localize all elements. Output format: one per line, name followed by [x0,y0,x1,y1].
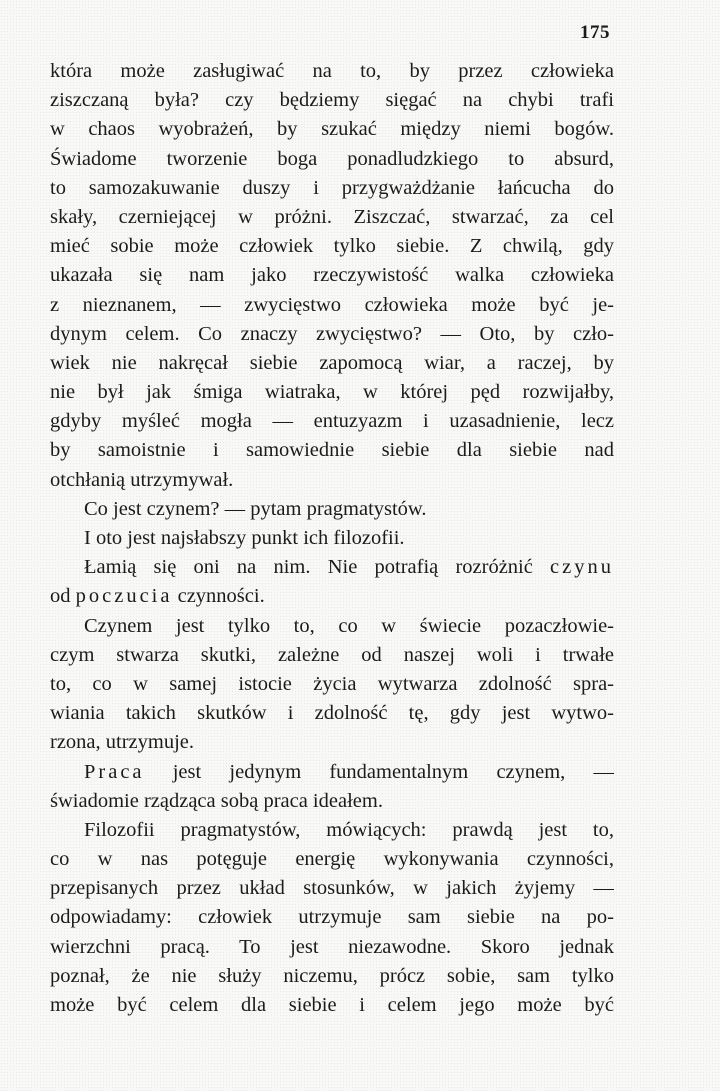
spaced-emphasis: czynu [550,556,614,579]
body-text [50,57,614,1020]
text-line: I oto jest najsłabszy punkt ich filozofii. [84,527,405,549]
text-line: Co jest czynem? — pytam pragmatystów. [84,497,427,520]
spaced-emphasis: poczucia [75,585,173,608]
text-segment: Łamią się oni na nim. Nie potrafią rozróżnić [84,556,533,579]
text-line: gdyby myśleć mogła — entuzyazm i uzasadnienie, lecz [50,410,614,433]
text-line: z nieznanem, — zwycięstwo człowieka może być je- [50,293,614,316]
text-line: może być celem dla siebie i celem jego może być [50,994,614,1016]
text-line: to samozakuwanie duszy i przygważdżanie łańcucha do [50,176,614,199]
text-segment: czynności. [177,585,265,608]
text-line: mieć sobie może człowiek tylko siebie. Z chwilą, gdy [50,235,614,258]
page-number: 175 [580,22,610,43]
text-line: otchłanią utrzymywał. [50,468,234,491]
text-line: wierzchni pracą. To jest niezawodne. Skoro jednak [50,935,614,958]
text-line: rzona, utrzymuje. [50,731,195,754]
text-line: by samoistnie i samowiednie siebie dla siebie nad [50,439,614,462]
text-line: to, co w samej istocie życia wytwarza zdolność spra- [50,672,614,695]
text-line: odpowiadamy: człowiek utrzymuje sam siebie na po- [50,906,614,929]
text-line: Filozofii pragmatystów, mówiących: prawdą jest to, [84,818,614,841]
text-line: Świadome tworzenie boga ponadludzkiego to absurd, [50,147,614,170]
text-segment: jest jedynym fundamentalnym czynem, — [172,760,614,783]
text-line: poznał, że nie służy niczemu, prócz sobie, sam tylko [50,964,614,987]
text-line: ziszczaną była? czy będziemy sięgać na chybi trafi [50,89,614,112]
text-segment: od [50,585,71,608]
text-line [50,758,614,787]
text-line: co w nas potęguje energię wykonywania czynności, [50,848,614,871]
text-line: w chaos wyobrażeń, by szukać między niemi bogów. [50,118,614,141]
text-line [50,582,614,611]
text-line: która może zasługiwać na to, by przez człowieka [50,60,614,82]
spaced-emphasis: Praca [84,760,145,783]
text-line: Czynem jest tylko to, co w świecie pozaczłowie- [84,614,614,637]
text-line: ukazała się nam jako rzeczywistość walka człowieka [50,264,614,287]
text-line: świadomie rządząca sobą praca ideałem. [50,789,383,812]
text-line [50,553,614,582]
text-line: wiania takich skutków i zdolność tę, gdy jest wytwo- [50,702,614,725]
text-line: czym stwarza skutki, zależne od naszej woli i trwałe [50,643,614,666]
text-line: nie był jak śmiga wiatraka, w której pęd rozwijałby, [50,381,614,404]
text-line: przepisanych przez układ stosunków, w jakich żyjemy — [50,877,614,900]
text-line: wiek nie nakręcał siebie zapomocą wiar, a raczej, by [50,351,614,374]
text-line: dynym celem. Co znaczy zwycięstwo? — Oto, by czło- [50,322,614,345]
text-line: skały, czerniejącej w próżni. Ziszczać, stwarzać, za cel [50,205,614,228]
